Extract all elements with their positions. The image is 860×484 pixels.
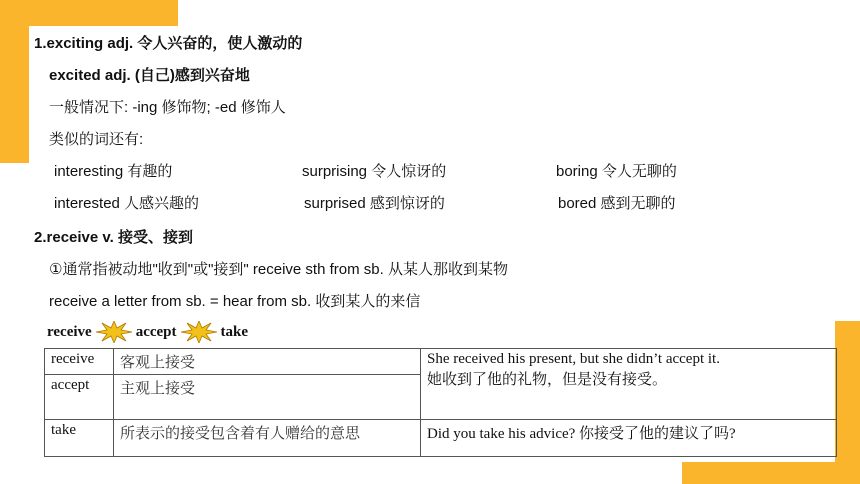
- similar-word-1: interesting 有趣的: [54, 163, 173, 180]
- similar-word-3: boring 令人无聊的: [556, 163, 677, 180]
- table-cell-example: Did you take his advice? 你接受了他的建议了吗?: [421, 420, 837, 457]
- header-word-accept: accept: [135, 323, 177, 340]
- table-cell-meaning: 所表示的接受包含着有人赠给的意思: [114, 420, 421, 457]
- line-excited: excited adj. (自己)感到兴奋地: [49, 67, 250, 84]
- similar-word-5: surprised 感到惊讶的: [304, 195, 445, 212]
- table-cell-example: [421, 349, 837, 420]
- header-word-receive: receive: [47, 323, 92, 340]
- heading-exciting: 1.exciting adj. 令人兴奋的，使人激动的: [34, 35, 303, 52]
- table-row: [45, 420, 837, 457]
- line-usage-rule: 一般情况下: -ing 修饰物; -ed 修饰人: [49, 99, 286, 116]
- header-word-take: take: [220, 323, 248, 340]
- table-cell-meaning: 主观上接受: [114, 375, 421, 420]
- line-receive-letter: receive a letter from sb. = hear from sb. 收到某人的来信: [49, 293, 421, 310]
- table-row: [45, 349, 837, 375]
- comparison-header: [47, 318, 248, 346]
- similar-word-6: bored 感到无聊的: [558, 195, 676, 212]
- line-similar-words-label: 类似的词还有:: [49, 131, 144, 148]
- example-chinese: 她收到了他的礼物，但是没有接受。: [427, 372, 668, 388]
- table-cell-word: receive: [45, 349, 114, 375]
- table-cell-word: take: [45, 420, 114, 457]
- line-receive-usage: ①通常指被动地"收到"或"接到" receive sth from sb. 从某人那收到某物: [49, 261, 508, 278]
- example-english: She received his present, but she didn’t accept it.: [427, 351, 720, 367]
- starburst-icon: [96, 321, 132, 343]
- table-cell-meaning: 客观上接受: [114, 349, 421, 375]
- heading-receive: 2.receive v. 接受、接到: [34, 229, 193, 246]
- similar-word-4: interested 人感兴趣的: [54, 195, 200, 212]
- similar-word-2: surprising 令人惊讶的: [302, 163, 447, 180]
- starburst-icon: [181, 321, 217, 343]
- comparison-table: [44, 348, 837, 457]
- table-cell-word: accept: [45, 375, 114, 420]
